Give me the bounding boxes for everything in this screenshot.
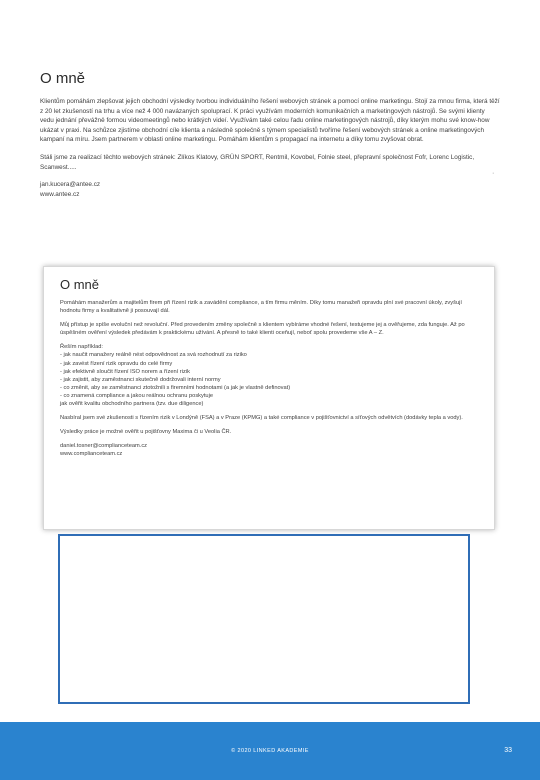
card-paragraph-4: Výsledky práce je možné ověřit u pojišťovny Maxima či u Veolia ČR. [60, 429, 232, 436]
contact-email[interactable]: jan.kucera@antee.cz [40, 181, 101, 189]
topics-list [60, 351, 478, 408]
list-item: - jak zajistit, aby zaměstnanci skutečně dodržovali interní normy [60, 376, 221, 383]
card-contact-email[interactable]: daniel.tosner@complianceteam.cz [60, 443, 148, 450]
list-item: - co znamená compliance a jakou reálnou ochranu poskytuje [60, 392, 214, 399]
empty-text-box [58, 534, 470, 704]
card-paragraph-1: Pomáhám manažerům a majitelům firem při řízení rizik a zavádění compliance, a tím firmu měním. Díky tomu manažeři opravdu plní své pracovní úkoly, zvyšují hodnotu firmy a kvalitativně ji posouvají dál. [60, 300, 462, 315]
list-item: jak ověřit kvalitu obchodního partnera (tzv. due diligence) [60, 401, 204, 408]
section-title: O mně [40, 70, 86, 87]
about-section-1 [40, 70, 500, 199]
page-number: 33 [504, 747, 512, 754]
about-paragraph-1: Klientům pomáhám zlepšovat jejich obchodní výsledky tvorbou individuálního řešení webových stránek a pomocí online marketingu. Stojí za mnou firma, která těží z 20 let zkušeností na trhu a více než 4 000 navázaných spoluprací. K práci využívám moderních komunikačních a marketingových nástrojů. Se svými klienty vedu jednání převážně formou videomeetingů nebo krátkých videí. Využívám také celou řadu online marketingových nástrojů, díky kterým mohu své know-how ukázat v praxi. Na schůzce zjistíme obchodní cíle klienta a následně společně s týmem specialistů tvoříme řešení webových stránek a online marketingových kampaní na míru. Jsem partnerem v oblasti online marketingu. Pomáhám klientům s propagací na internetu a díky tomu zvyšovat obrat. [40, 98, 500, 144]
list-item: - jak zavést řízení rizik opravdu do celé firmy [60, 360, 173, 367]
card-contact-web[interactable]: www.complianceteam.cz [60, 451, 123, 458]
list-item: - co změnit, aby se zaměstnanci ztotožnili s firemními hodnotami (a jak je vlastně definovat) [60, 384, 291, 391]
card-paragraph-2: Můj přístup je spíše evoluční než revoluční. Před provedením změny společně s klientem vybíráme vhodné řešení, testujeme jej a ověřujeme, zda funguje. Až po úspěšném ověření výsledek předávám k praktickému užívání. A přesně to také klienti oceňují, neboť spolu provedeme vše A – Z. [60, 322, 465, 337]
footer-bar [0, 722, 540, 780]
stray-dot: · [492, 170, 495, 177]
list-item: - jak naučit manažery reálně nést odpovědnost za svá rozhodnutí za riziko [60, 352, 247, 359]
list-heading: Řeším například: [60, 344, 103, 351]
about-card [43, 266, 495, 530]
card-paragraph-3: Nasbíral jsem své zkušenosti s řízením rizik v Londýně (FSA) a v Praze (KPMG) a také compliance v pojišťovnictví a síťových odvětvích (dodávky tepla a vody). [60, 415, 463, 422]
about-paragraph-2: Stáli jsme za realizací těchto webových stránek: Zlíkos Klatovy, GRÜN SPORT, Rentmil, Kovobel, Folnie steel, přepravní společnost Fofr, Lorenc Logistic, Scanwest..... [40, 153, 475, 171]
footer-copyright: © 2020 LINKED AKADEMIE [231, 748, 309, 754]
list-item: - jak efektivně sloučit řízení ISO norem a řízení rizik [60, 368, 190, 375]
contact-web[interactable]: www.antee.cz [40, 190, 80, 198]
card-title: O mně [60, 277, 100, 292]
